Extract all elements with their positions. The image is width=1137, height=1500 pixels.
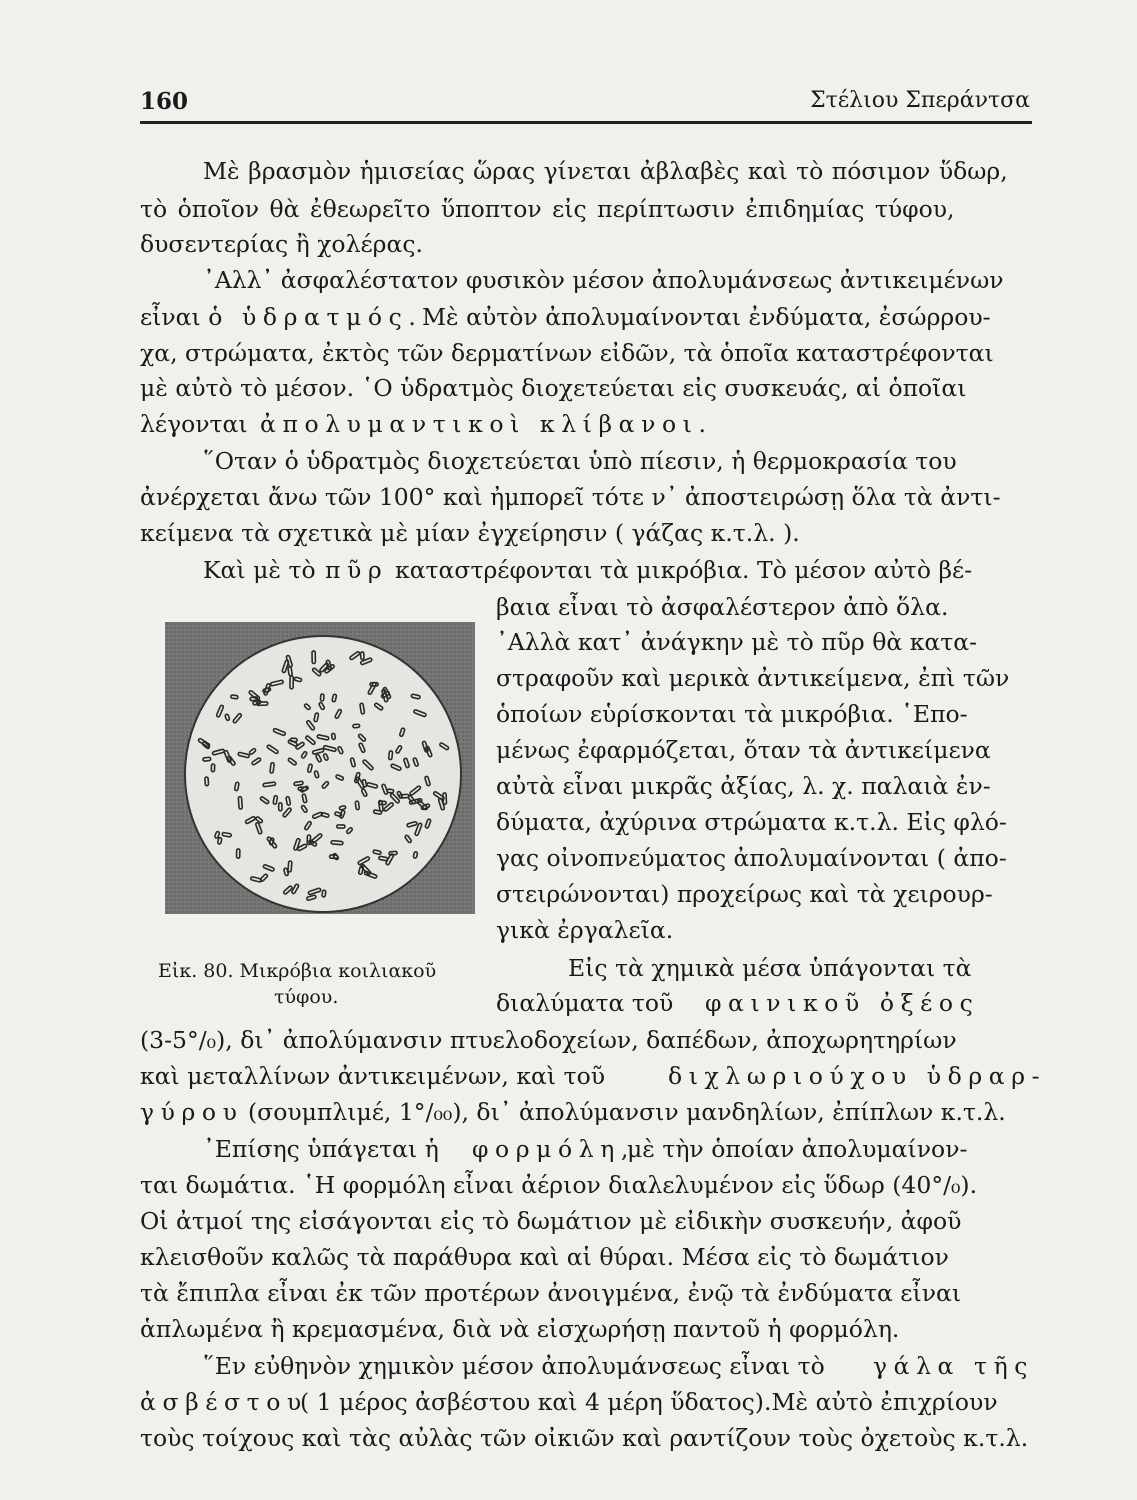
- text-line: ἁπλωμένα ἢ κρεμασμένα, διὰ νὰ εἰσχωρήσῃ παντοῦ ἡ φορμόλη.: [140, 1315, 900, 1343]
- micrograph-figure: [165, 622, 475, 914]
- text-line: χα, στρώματα, ἐκτὸς τῶν δερματίνων εἰδῶν, τὰ ὁποῖα καταστρέφονται: [140, 339, 994, 367]
- text-line: (σουμπλιμέ, 1°/₀₀), δι᾿ ἀπολύμανσιν μανδηλίων, ἐπίπλων κ.τ.λ.: [248, 1098, 1006, 1126]
- text-line: βαια εἶναι τὸ ἀσφαλέστερον ἀπὸ ὅλα.: [496, 593, 949, 621]
- text-line: ῞Εν εὐθηνὸν χημικὸν μέσον ἀπολυμάνσεως εἶναι τὸ: [203, 1352, 825, 1380]
- text-line: Καὶ μὲ τὸ: [203, 556, 316, 584]
- text-line: ἀνέρχεται ἄνω τῶν 100° καὶ ἠμπορεῖ τότε ν᾿ ἀποστειρώσῃ ὅλα τὰ ἀντι-: [140, 483, 1001, 511]
- spaced-term: ὑδρατμός.: [242, 303, 423, 331]
- text-line: τὰ ἔπιπλα εἶναι ἐκ τῶν προτέρων ἀνοιγμένα, ἐνῷ τὰ ἐνδύματα εἶναι: [140, 1279, 962, 1307]
- text-line: μένως ἐφαρμόζεται, ὅταν τὰ ἀντικείμενα: [496, 736, 991, 764]
- page-number: 160: [140, 88, 189, 115]
- text-line: ῞Οταν ὁ ὑδρατμὸς διοχετεύεται ὑπὸ πίεσιν, ἡ θερμοκρασία του: [203, 447, 957, 475]
- text-line: ᾿Αλλ᾿ ἀσφαλέστατον φυσικὸν μέσον ἀπολυμάνσεως ἀντικειμένων: [203, 266, 1004, 294]
- text-line: Μὲ βρασμὸν ἡμισείας ὥρας γίνεται ἀβλαβὲς καὶ τὸ πόσιμον ὕδωρ,: [203, 157, 1008, 185]
- text-line: τὸ ὁποῖον θὰ ἐθεωρεῖτο ὕποπτον εἰς περίπτωσιν ἐπιδημίας τύφου,: [140, 195, 955, 223]
- page-header: [140, 82, 1030, 122]
- figure-caption-continued: τύφου.: [274, 986, 339, 1008]
- text-line: μὲ τὴν ὁποίαν ἀπολυμαίνον-: [627, 1135, 968, 1163]
- figure-caption: Εἰκ. 80. Μικρόβια κοιλιακοῦ: [158, 960, 437, 982]
- text-line: καὶ μεταλλίνων ἀντικειμένων, καὶ τοῦ: [140, 1062, 606, 1090]
- text-line: μὲ αὐτὸ τὸ μέσον. ῾Ο ὑδρατμὸς διοχετεύεται εἰς συσκευάς, αἱ ὁποῖαι: [140, 374, 967, 402]
- text-line: ᾿Επίσης ὑπάγεται ἡ: [203, 1135, 439, 1163]
- text-line: γικὰ ἐργαλεῖα.: [496, 916, 674, 944]
- text-line: ὁποίων εὑρίσκονται τὰ μικρόβια. ῾Επο-: [496, 700, 968, 728]
- running-head: Στέλιου Σπεράντσα: [810, 88, 1030, 113]
- spaced-term: ἀπολυμαντικοὶ κλίβανοι.: [260, 410, 713, 438]
- text-line: κλεισθοῦν καλῶς τὰ παράθυρα καὶ αἱ θύραι. Μέσα εἰς τὸ δωμάτιον: [140, 1243, 949, 1271]
- micrograph-image: [165, 622, 475, 914]
- text-line: γας οἰνοπνεύματος ἀπολυμαίνονται ( ἀπο-: [496, 844, 1007, 872]
- spaced-term: διχλωριούχου ὑδραρ-: [668, 1062, 1047, 1090]
- text-line: στραφοῦν καὶ μερικὰ ἀντικείμενα, ἐπὶ τῶν: [496, 664, 1010, 692]
- text-line: Οἱ ἀτμοί της εἰσάγονται εἰς τὸ δωμάτιον μὲ εἰδικὴν συσκευήν, ἀφοῦ: [140, 1207, 962, 1235]
- text-line: (3-5°/₀), δι᾿ ἀπολύμανσιν πτυελοδοχείων, δαπέδων, ἀποχωρητηρίων: [140, 1026, 957, 1054]
- text-line: κείμενα τὰ σχετικὰ μὲ μίαν ἐγχείρησιν ( γάζας κ.τ.λ. ).: [140, 519, 800, 547]
- text-line: στειρώνονται) προχείρως καὶ τὰ χειρουρ-: [496, 880, 993, 908]
- text-line: εἶναι ὁ: [140, 303, 223, 331]
- text-line: τοὺς τοίχους καὶ τὰς αὐλὰς τῶν οἰκιῶν καὶ ραντίζουν τοὺς ὀχετοὺς κ.τ.λ.: [140, 1424, 1029, 1452]
- text-line: δυσεντερίας ἢ χολέρας.: [140, 230, 423, 258]
- text-line: διαλύματα τοῦ: [496, 989, 674, 1017]
- text-line: Εἰς τὰ χημικὰ μέσα ὑπάγονται τὰ: [568, 954, 972, 982]
- text-line: Μὲ αὐτὸν ἀπολυμαίνονται ἐνδύματα, ἐσώρρου-: [422, 303, 991, 331]
- spaced-term: γύρου: [140, 1098, 244, 1126]
- text-line: αὐτὰ εἶναι μικρᾶς ἀξίας, λ. χ. παλαιὰ ἐν-: [496, 772, 991, 800]
- spaced-term: πῦρ: [325, 556, 389, 584]
- text-line: ᾿Αλλὰ κατ᾿ ἀνάγκην μὲ τὸ πῦρ θὰ κατα-: [496, 628, 978, 656]
- text-line: ( 1 μέρος ἀσβέστου καὶ 4 μέρη ὕδατος).Μὲ αὐτὸ ἐπιχρίουν: [300, 1388, 998, 1416]
- header-rule: [140, 121, 1032, 124]
- text-line: καταστρέφονται τὰ μικρόβια. Τὸ μέσον αὐτὸ βέ-: [395, 556, 973, 584]
- spaced-term: ἀσβέστου: [140, 1388, 308, 1416]
- text-line: ται δωμάτια. ῾Η φορμόλη εἶναι ἀέριον διαλελυμένον εἰς ὕδωρ (40°/₀).: [140, 1171, 978, 1199]
- spaced-term: φαινικοῦ ὀξέος: [705, 989, 980, 1017]
- spaced-term: φορμόλη,: [472, 1135, 635, 1163]
- text-line: δύματα, ἀχύρινα στρώματα κ.τ.λ. Εἰς φλό-: [496, 808, 1007, 836]
- spaced-term: γάλα τῆς: [873, 1352, 1035, 1380]
- text-line: λέγονται: [140, 410, 248, 438]
